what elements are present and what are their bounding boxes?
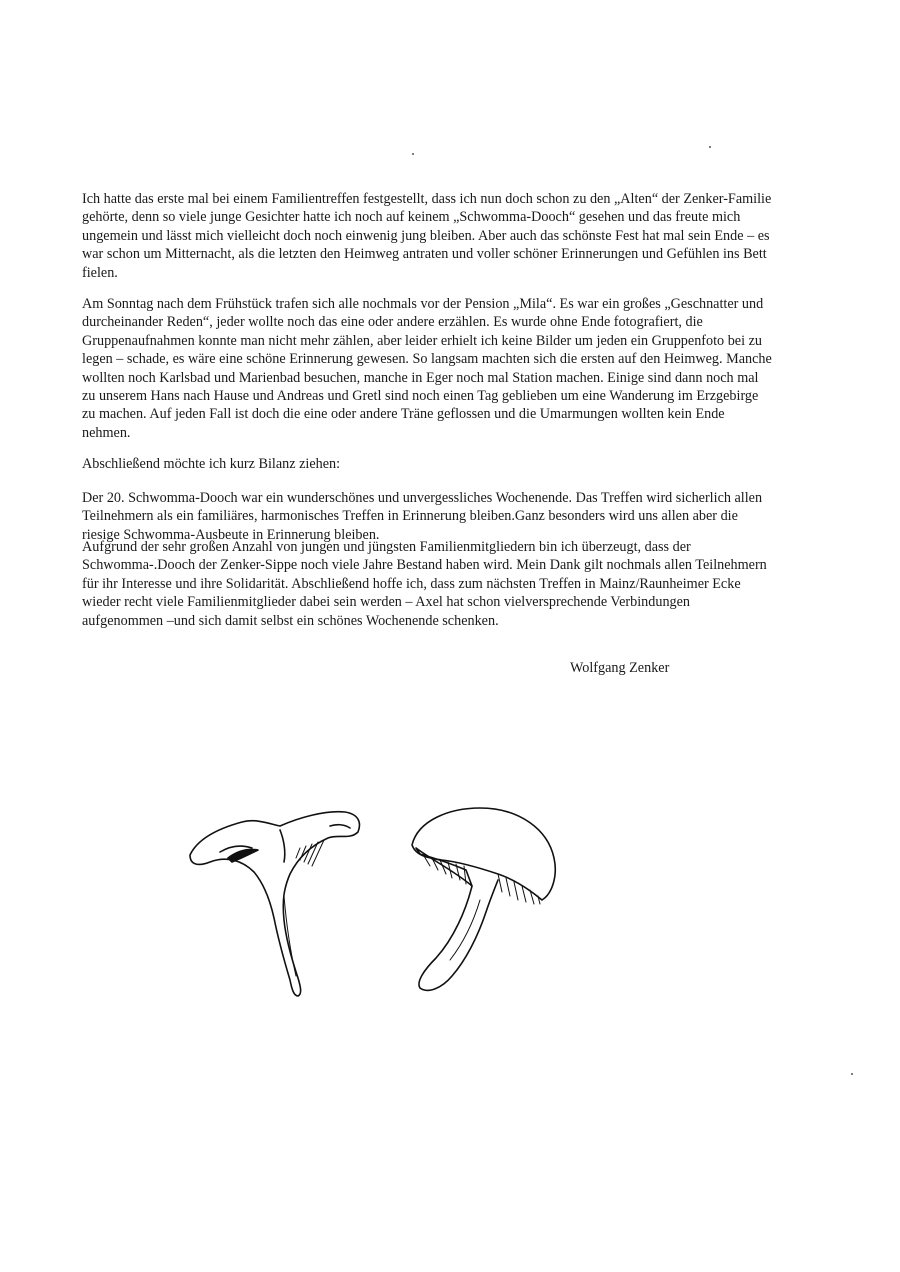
- scan-speck: [851, 1073, 853, 1075]
- signature: Wolfgang Zenker: [570, 660, 670, 676]
- chanterelle-drawing-icon: [190, 812, 359, 996]
- body-paragraph: Am Sonntag nach dem Frühstück trafen sich alle nochmals vor der Pension „Mila“. Es war ein großes „Geschnatter und durcheinander Reden“, jeder wollte noch das eine oder andere erzählen. Es wurde ohne Ende fotografiert, die Gruppenaufnahmen konnte man nicht mehr zählen, aber leider erhielt ich keine Bilder um jeden ein Gruppenfoto bei zu legen – schade, es wäre eine schöne Erinnerung gewesen. So langsam machten sich die ersten auf den Heimweg. Manche wollten noch Karlsbad und Marienbad besuchen, manche in Eger noch mal Station machen. Einige sind dann noch mal zu unserem Hans nach Hause und Andreas und Gretl sind noch einen Tag geblieben um eine Wanderung im Erzgebirge zu machen. Auf jeden Fall ist doch die eine oder andere Träne geflossen und die Umarmungen wollten kein Ende nehmen.: [82, 296, 772, 441]
- scan-speck: [709, 146, 711, 148]
- body-paragraph: Ich hatte das erste mal bei einem Familientreffen festgestellt, dass ich nun doch schon zu den „Alten“ der Zenker-Familie gehörte, denn so viele junge Gesichter hatte ich noch auf keinem „Schwomma-Dooch“ gesehen und das freute mich ungemein und lässt mich vielleicht doch noch einwenig jung bleiben. Aber auch das schönste Fest hat mal sein Ende – es war schon um Mitternacht, als die letzten den Heimweg antraten und voller schöner Erinnerungen und Gefühlen ins Bett fielen.: [82, 191, 772, 281]
- body-paragraph: Der 20. Schwomma-Dooch war ein wunderschönes und unvergessliches Wochenende. Das Treffen wird sicherlich allen Teilnehmern als ein familiäres, harmonisches Treffen in Erinnerung bleiben.Ganz besonders wird uns allen aber die riesige Schwomma-Ausbeute in Erinnerung bleiben.: [82, 490, 763, 543]
- scan-speck: [412, 153, 414, 155]
- mushroom-drawing-icon: [180, 800, 580, 1010]
- bolete-drawing-icon: [412, 808, 555, 990]
- body-paragraph: Aufgrund der sehr großen Anzahl von jungen und jüngsten Familienmitgliedern bin ich überzeugt, dass der Schwomma-.Dooch der Zenker-Sippe noch viele Jahre Bestand haben wird. Mein Dank gilt nochmals allen Teilnehmern für ihr Interesse und ihre Solidarität. Abschließend hoffe ich, dass zum nächsten Treffen in Mainz/Raunheimer Ecke wieder recht viele Familienmitglieder dabei sein werden – Axel hat schon vielversprechende Verbindungen aufgenommen –und sich damit selbst ein schönes Wochenende schenken.: [82, 539, 767, 629]
- body-paragraph: Abschließend möchte ich kurz Bilanz ziehen:: [82, 456, 341, 472]
